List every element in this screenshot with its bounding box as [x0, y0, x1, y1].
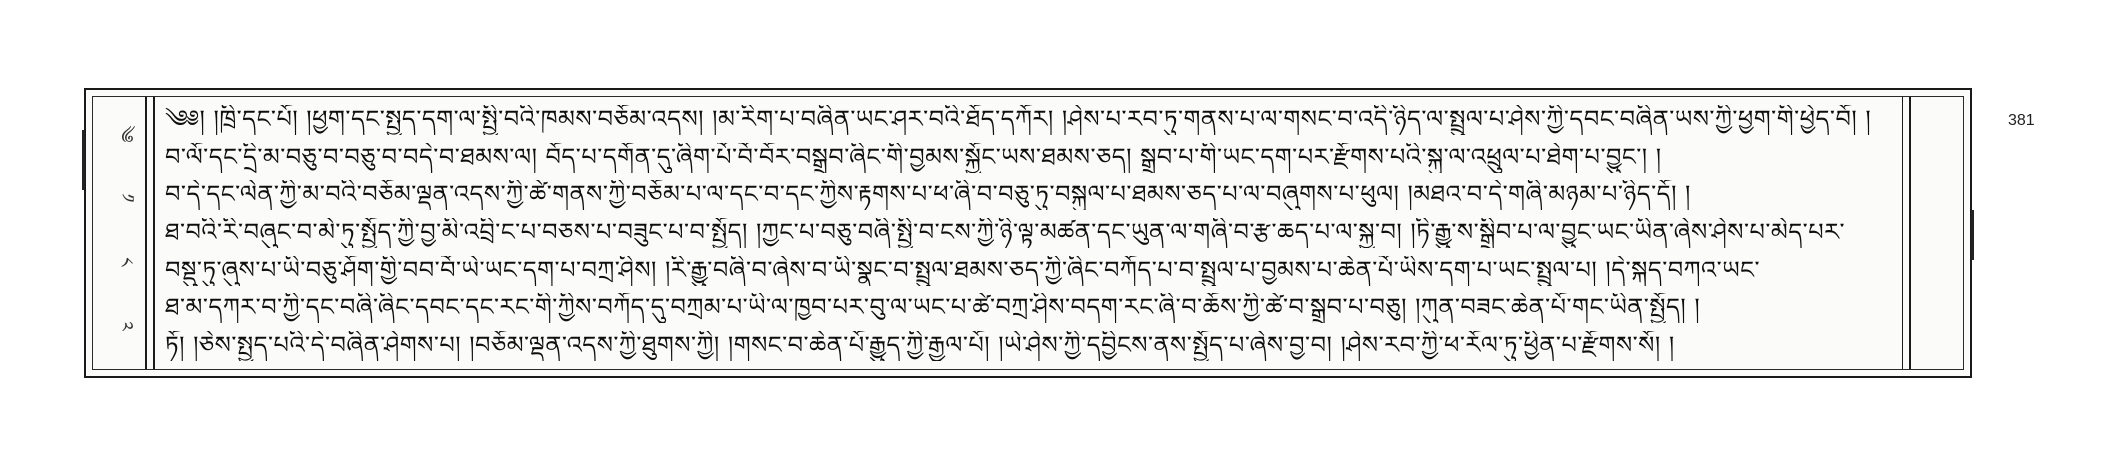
text-line-6: ཐ་མ་དཀར་བ་ཀྱི་དང་བཞི་ཞིང་དབང་དང་རང་གི་ཀྱིས་བཀོད་དུ་བཀྲམ་པ་ཡི་ལ་ཁྱབ་པར་བུ་ལ་ཡང་པ་ཚེ་བཀྲ་ཤིས་བདག་རང་ཞི་བ་ཆོས་ཀྱི་ཚེ་བ་སྒྲུབ་པ་བཅུ། །ཀུན་བཟང་ཆེན་པོ་གང་ཡིན་སྤྱོད། ། — [165, 293, 1701, 322]
text-line-3: བ་དེ་དང་ལེན་ཀྱི་མ་བའི་བཅོམ་ལྡན་འདས་ཀྱི་ཚེ་གནས་ཀྱི་བཅོམ་པ་ལ་དང་བ་དང་ཀྱིས་རྟགས་པ་ཕ་ཞི་བ་བཅུ་ཏུ་བསྐུལ་པ་ཐམས་ཅད་པ་ལ་བཞུགས་པ་ཕུལ། །མཐའ་བ་དེ་གཞི་མཉམ་པ་ཉིད་དོ། ། — [165, 180, 1691, 209]
left-margin-rule-inner — [153, 97, 155, 369]
left-margin-labels — [99, 109, 143, 357]
right-margin-rule — [1909, 97, 1911, 369]
ink-smudge — [1971, 210, 1974, 260]
page-number: 381 — [2008, 112, 2035, 129]
ink-smudge — [82, 130, 85, 190]
text-line-1: ༄༅། །ཁྲི་དང་པོ། །ཕྱག་དང་སྤྱད་དག་ལ་སྤྱི་བའི་ཁམས་བཅོམ་འདས། །མ་རིག་པ་བཞིན་ཡང་ཤར་བའི་ཐོད་དཀོར། །ཤེས་པ་རབ་ཏུ་གནས་པ་ལ་གསང་བ་འདི་ཉིད་ལ་སྤྲུལ་པ་ཤེས་ཀྱི་དབང་བཞིན་ཡས་ཀྱི་ཕྱག་གི་ཕྱེད་བོ། ། — [165, 105, 1872, 133]
manuscript-text — [165, 105, 1891, 361]
folio-frame — [92, 96, 1964, 370]
right-margin-rule-inner — [1902, 97, 1904, 369]
text-line-7: ཏོ། །ཅེས་སྤྱད་པའི་དེ་བཞིན་ཤེགས་པ། །བཅོམ་ལྡན་འདས་ཀྱི་ཐུགས་ཀྱི། །གསང་བ་ཆེན་པོ་རྒྱུད་ཀྱི་རྒྱལ་པོ། །ཡེ་ཤེས་ཀྱི་དབྱིངས་ནས་སྤྱོད་པ་ཞེས་བྱ་བ། །ཤེས་རབ་ཀྱི་ཕ་རོལ་ཏུ་ཕྱིན་པ་རྫོགས་སོ། ། — [165, 330, 1675, 359]
text-line-2: བ་ལོ་དང་དྲི་མ་བཅུ་བ་བཅུ་བ་བདེ་བ་ཐམས་ལ། བོད་པ་དགོན་དུ་ཞིག་པོ་བོ་བོར་བསྒྲུབ་ཞིང་གི་བྱམས་སྐྱོང་ཡས་ཐམས་ཅད། སྒྲུབ་པ་གི་ཡང་དག་པར་རྫོགས་པའི་སྐུ་ལ་འཕྲུལ་པ་ཐེག་པ་བྱུང་། ། — [165, 142, 1662, 171]
margin-label: ༡ — [116, 193, 137, 203]
margin-label: ༄ — [115, 125, 137, 143]
text-line-4: ཐ་བའི་རི་བཞུང་བ་མེ་ཏུ་སྤྱོད་ཀྱི་བྱ་མི་འབྲི་ང་པ་བཅས་པ་བཟུང་པ་བ་སྤྱོད། །ཀྱང་པ་བཅུ་བཞི་སྤྱི་བ་ངས་ཀྱི་ཉི་ལྟ་མཚན་དང་ཡུན་ལ་གཞི་བ་རྩ་ཆད་པ་ལ་སྐྱ་བ། །ཏི་རྒྱུ་ས་སྒྲིབ་པ་ལ་བྱུང་ཡང་ཡིན་ཞེས་ཤེས་པ་མེད་པར་ — [165, 217, 1846, 246]
text-line-5: བསྡུ་ཏུ་ཞུས་པ་ཡི་བཅུ་ཤོག་གྱི་བབ་བོ་ཡེ་ཡང་དག་པ་བཀྲ་ཤིས། །རི་རྒྱུ་བཞི་བ་ཞེས་བ་ཡི་སྣང་བ་སྤྲུལ་ཐམས་ཅད་ཀྱི་ཞིང་བཀོད་པ་བ་སྤྲུལ་པ་བྱམས་པ་ཆེན་པོ་ཡིས་དག་པ་ཡང་སྤྲུལ་པ། །དེ་སྐད་བཀའ་ཡང་ — [165, 255, 1761, 284]
manuscript-folio — [84, 88, 1972, 378]
margin-label: ༢ — [115, 321, 137, 331]
margin-label: ༨ — [115, 257, 137, 267]
